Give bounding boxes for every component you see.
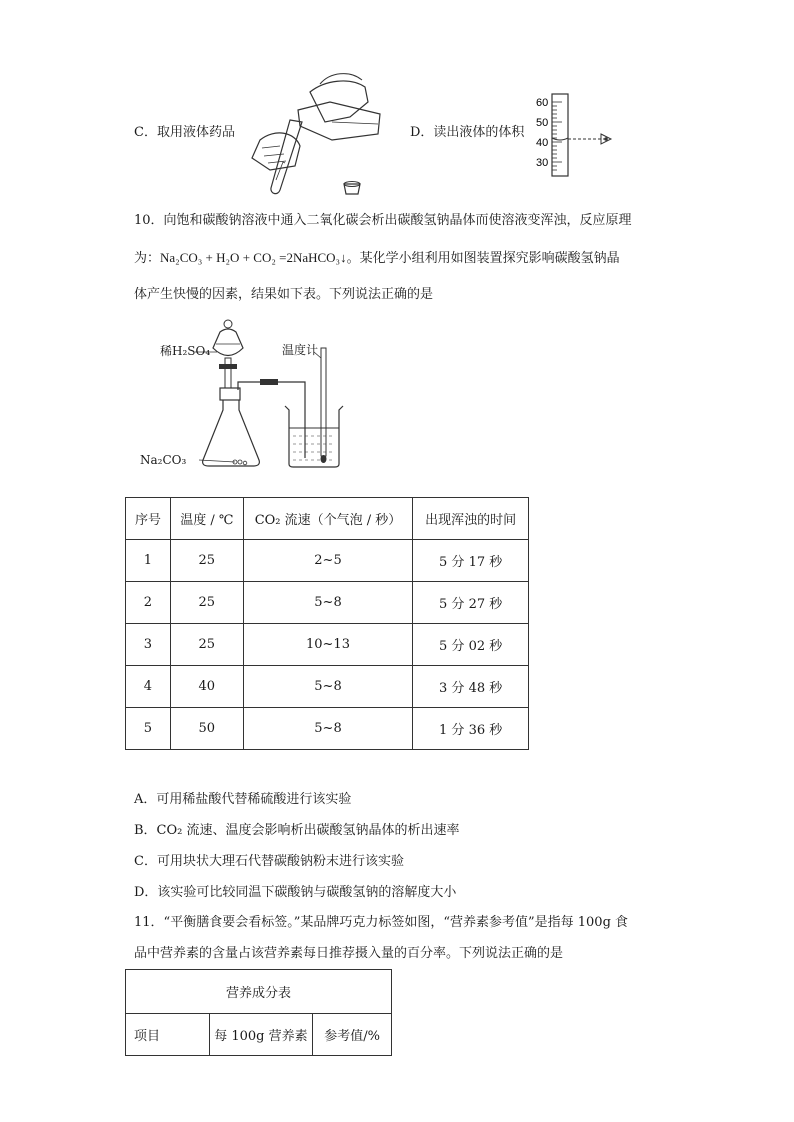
cell-time: 5 分 02 秒 xyxy=(413,624,529,666)
cell-index: 3 xyxy=(126,624,171,666)
table-row xyxy=(126,624,529,666)
cell-index: 1 xyxy=(126,540,171,582)
option-c-label: C．取用液体药品 xyxy=(134,125,235,140)
nutrition-header-item: 项目 xyxy=(126,1014,210,1056)
cell-co2-flow: 10~13 xyxy=(243,624,413,666)
q11-stem-line2: 品中营养素的含量占该营养素每日推荐摄入量的百分率。下列说法正确的是 xyxy=(134,946,564,961)
pouring-liquid-illustration xyxy=(240,62,390,202)
q10-stem-line3: 体产生快慢的因素，结果如下表。下列说法正确的是 xyxy=(134,287,434,302)
nutrition-header-reference: 参考值/% xyxy=(313,1014,392,1056)
q10-option-d: D．该实验可比较同温下碳酸钠与碳酸氢钠的溶解度大小 xyxy=(134,885,457,900)
graduated-cylinder-illustration xyxy=(535,92,630,182)
cell-time: 1 分 36 秒 xyxy=(413,708,529,750)
cell-temperature: 25 xyxy=(170,624,243,666)
cell-temperature: 25 xyxy=(170,540,243,582)
nutrition-table-title: 营养成分表 xyxy=(126,970,392,1014)
cell-temperature: 50 xyxy=(170,708,243,750)
nutrition-facts-table xyxy=(125,969,392,1056)
nutrition-header-per-100g: 每 100g 营养素 xyxy=(209,1014,313,1056)
cell-co2-flow: 5~8 xyxy=(243,582,413,624)
reaction-equation: Na₂CO₃ + H₂O + CO₂ =2NaHCO₃↓ xyxy=(160,250,347,265)
cell-co2-flow: 5~8 xyxy=(243,708,413,750)
cell-index: 2 xyxy=(126,582,171,624)
cell-co2-flow: 5~8 xyxy=(243,666,413,708)
cell-temperature: 25 xyxy=(170,582,243,624)
q10-stem-line1: 10．向饱和碳酸钠溶液中通入二氧化碳会析出碳酸氢钠晶体而使溶液变浑浊，反应原理 xyxy=(134,213,632,228)
q10-option-b: B．CO₂ 流速、温度会影响析出碳酸氢钠晶体的析出速率 xyxy=(134,823,460,838)
table-row xyxy=(126,708,529,750)
label-sodium-carbonate: Na₂CO₃ xyxy=(140,453,187,467)
table-row xyxy=(126,540,529,582)
cell-index: 4 xyxy=(126,666,171,708)
option-d-label: D．读出液体的体积 xyxy=(410,125,525,140)
q10-option-a: A．可用稀盐酸代替稀硫酸进行该实验 xyxy=(134,792,352,807)
table-row xyxy=(126,582,529,624)
cell-index: 5 xyxy=(126,708,171,750)
cell-time: 5 分 17 秒 xyxy=(413,540,529,582)
cell-time: 3 分 48 秒 xyxy=(413,666,529,708)
q10-option-c: C．可用块状大理石代替碳酸钠粉末进行该实验 xyxy=(134,854,404,869)
cell-co2-flow: 2~5 xyxy=(243,540,413,582)
experiment-results-table xyxy=(125,497,529,750)
cell-temperature: 40 xyxy=(170,666,243,708)
apparatus-diagram xyxy=(135,318,365,473)
cylinder-tick-60: 60 xyxy=(536,97,549,109)
header-index: 序号 xyxy=(126,498,171,540)
cell-time: 5 分 27 秒 xyxy=(413,582,529,624)
label-dilute-sulfuric-acid: 稀H₂SO₄ xyxy=(160,344,211,358)
cylinder-tick-30: 30 xyxy=(536,157,549,169)
label-thermometer: 温度计 xyxy=(282,343,319,357)
cylinder-tick-50: 50 xyxy=(536,117,549,129)
q10-stem-prefix: 为： xyxy=(134,251,161,266)
header-co2-flow: CO₂ 流速（个气泡 / 秒） xyxy=(243,498,413,540)
header-temperature: 温度 / ℃ xyxy=(170,498,243,540)
header-turbidity-time: 出现浑浊的时间 xyxy=(413,498,529,540)
table-row xyxy=(126,666,529,708)
q10-stem-line2 xyxy=(134,250,620,267)
cylinder-tick-40: 40 xyxy=(536,137,549,149)
q11-stem-line1: 11．“平衡膳食要会看标签。”某品牌巧克力标签如图，“营养素参考值”是指每 100g 食 xyxy=(134,915,629,930)
q10-stem-suffix: 。某化学小组利用如图装置探究影响碳酸氢钠晶 xyxy=(346,251,620,266)
